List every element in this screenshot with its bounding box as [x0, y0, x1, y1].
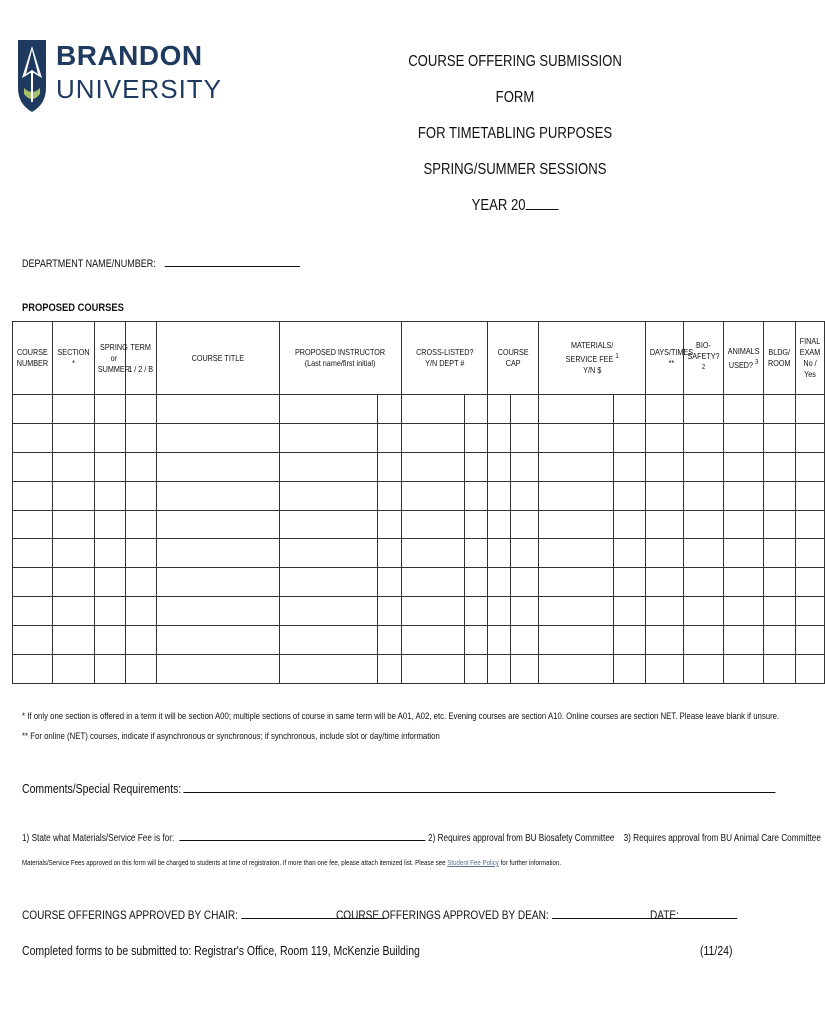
table-cell[interactable] [764, 481, 796, 510]
table-cell[interactable] [796, 655, 825, 684]
table-cell[interactable] [95, 452, 126, 481]
table-cell[interactable] [402, 481, 465, 510]
dean-approval-label: COURSE OFFERINGS APPROVED BY DEAN: [336, 908, 549, 922]
table-cell[interactable] [724, 655, 764, 684]
chair-approval-label: COURSE OFFERINGS APPROVED BY CHAIR: [22, 908, 239, 922]
table-cell[interactable] [614, 395, 646, 424]
table-cell[interactable] [465, 481, 488, 510]
title-line-4 [388, 188, 642, 224]
table-cell[interactable] [614, 452, 646, 481]
table-cell[interactable] [53, 395, 95, 424]
table-cell[interactable] [764, 568, 796, 597]
proposed-courses-table [12, 321, 825, 684]
table-cell[interactable] [488, 626, 511, 655]
year-label: YEAR 20 [471, 197, 526, 214]
header-proposed-instructor: PROPOSED INSTRUCTOR (Last name/first initial) [280, 322, 402, 395]
table-cell[interactable] [53, 568, 95, 597]
requirements-line [22, 830, 821, 844]
header-course-title: COURSE TITLE [157, 322, 280, 395]
table-row [13, 626, 825, 655]
table-cell[interactable] [646, 452, 684, 481]
table-cell[interactable] [402, 510, 465, 539]
table-row [13, 568, 825, 597]
table-cell[interactable] [488, 568, 511, 597]
table-cell[interactable] [614, 539, 646, 568]
table-cell[interactable] [796, 568, 825, 597]
table-cell[interactable] [280, 597, 378, 626]
table-cell[interactable] [511, 568, 539, 597]
table-cell[interactable] [53, 597, 95, 626]
table-cell[interactable] [539, 395, 614, 424]
date-field[interactable] [681, 908, 738, 919]
comments-line [22, 782, 775, 796]
table-cell[interactable] [488, 510, 511, 539]
comments-label: Comments/Special Requirements: [22, 782, 182, 796]
table-cell[interactable] [539, 626, 614, 655]
table-cell[interactable] [511, 597, 539, 626]
table-cell[interactable] [402, 452, 465, 481]
table-cell[interactable] [724, 423, 764, 452]
table-cell[interactable] [684, 423, 724, 452]
header-term: TERM 1 / 2 / B [126, 322, 157, 395]
table-cell[interactable] [53, 510, 95, 539]
table-row [13, 452, 825, 481]
table-cell[interactable] [402, 539, 465, 568]
table-cell[interactable] [13, 452, 53, 481]
table-cell[interactable] [539, 539, 614, 568]
table-cell[interactable] [13, 423, 53, 452]
table-row [13, 395, 825, 424]
table-cell[interactable] [157, 597, 280, 626]
department-blank-field[interactable] [165, 256, 300, 267]
title-line-3: SPRING/SUMMER SESSIONS [423, 161, 607, 178]
table-cell[interactable] [684, 395, 724, 424]
table-cell[interactable] [465, 539, 488, 568]
department-label: DEPARTMENT NAME/NUMBER: [22, 258, 156, 270]
table-cell[interactable] [465, 395, 488, 424]
table-cell[interactable] [378, 597, 402, 626]
table-cell[interactable] [157, 568, 280, 597]
table-cell[interactable] [53, 452, 95, 481]
table-cell[interactable] [646, 655, 684, 684]
table-row [13, 539, 825, 568]
table-cell[interactable] [684, 626, 724, 655]
table-cell[interactable] [539, 510, 614, 539]
table-cell[interactable] [465, 510, 488, 539]
table-cell[interactable] [378, 510, 402, 539]
submission-instructions: Completed forms to be submitted to: Registrar's Office, Room 119, McKenzie Building [22, 944, 420, 958]
table-cell[interactable] [724, 510, 764, 539]
table-cell[interactable] [402, 568, 465, 597]
table-cell[interactable] [488, 655, 511, 684]
table-cell[interactable] [796, 423, 825, 452]
table-cell[interactable] [280, 510, 378, 539]
header-biosafety: BIO- SAFETY? $^2$ [684, 322, 724, 395]
logo-wordmark [56, 42, 222, 102]
table-cell[interactable] [95, 568, 126, 597]
table-cell[interactable] [126, 423, 157, 452]
table-cell[interactable] [378, 481, 402, 510]
table-cell[interactable] [13, 481, 53, 510]
table-cell[interactable] [684, 655, 724, 684]
table-cell[interactable] [95, 655, 126, 684]
table-row [13, 597, 825, 626]
requirement-animal-care: 3) Requires approval from BU Animal Care Committee [623, 833, 821, 844]
table-cell[interactable] [126, 510, 157, 539]
table-cell[interactable] [402, 597, 465, 626]
table-cell[interactable] [724, 481, 764, 510]
table-cell[interactable] [511, 481, 539, 510]
footnote-online: ** For online (NET) courses, indicate if asynchronous or synchronous; if synchronous, include slot or day/time information [22, 731, 440, 742]
table-cell[interactable] [614, 597, 646, 626]
table-cell[interactable] [280, 655, 378, 684]
table-cell[interactable] [157, 655, 280, 684]
fees-note-text-end: for further information. [500, 858, 562, 867]
date-line [650, 908, 738, 922]
table-cell[interactable] [157, 395, 280, 424]
shield-crest-icon [18, 40, 46, 112]
table-cell[interactable] [126, 597, 157, 626]
table-cell[interactable] [764, 423, 796, 452]
table-cell[interactable] [488, 597, 511, 626]
table-cell[interactable] [796, 597, 825, 626]
table-cell[interactable] [378, 539, 402, 568]
title-line-2: FOR TIMETABLING PURPOSES [417, 125, 613, 142]
header-bldg-room: BLDG/ ROOM [764, 322, 796, 395]
table-cell[interactable] [511, 423, 539, 452]
table-cell[interactable] [796, 452, 825, 481]
table-row [13, 423, 825, 452]
footnotes [22, 707, 779, 747]
table-cell[interactable] [126, 655, 157, 684]
table-cell[interactable] [13, 568, 53, 597]
table-cell[interactable] [646, 539, 684, 568]
table-cell[interactable] [157, 626, 280, 655]
table-cell[interactable] [465, 452, 488, 481]
table-cell[interactable] [684, 539, 724, 568]
table-cell[interactable] [724, 626, 764, 655]
table-cell[interactable] [614, 568, 646, 597]
table-cell[interactable] [157, 510, 280, 539]
table-cell[interactable] [764, 539, 796, 568]
table-cell[interactable] [646, 395, 684, 424]
table-cell[interactable] [280, 452, 378, 481]
table-cell[interactable] [402, 423, 465, 452]
table-cell[interactable] [53, 626, 95, 655]
table-cell[interactable] [53, 655, 95, 684]
table-cell[interactable] [488, 452, 511, 481]
table-header-row [13, 322, 825, 395]
table-cell[interactable] [764, 510, 796, 539]
table-cell[interactable] [126, 539, 157, 568]
table-cell[interactable] [796, 539, 825, 568]
logo-line-brandon: BRANDON [56, 40, 203, 71]
table-cell[interactable] [157, 423, 280, 452]
header-animals-used: ANIMALS USED? $^3$ [724, 322, 764, 395]
table-cell[interactable] [157, 452, 280, 481]
table-cell[interactable] [539, 568, 614, 597]
table-cell[interactable] [402, 655, 465, 684]
table-cell[interactable] [126, 626, 157, 655]
footnote-section: * If only one section is offered in a term it will be section A00; multiple sections of course in same term will be A01, A02, etc. Evening courses are section A10. Online courses are section NET. Please leave blank if unsure. [22, 711, 780, 722]
table-row [13, 655, 825, 684]
table-cell[interactable] [53, 423, 95, 452]
table-cell[interactable] [511, 626, 539, 655]
table-cell[interactable] [95, 423, 126, 452]
table-cell[interactable] [13, 626, 53, 655]
table-cell[interactable] [724, 395, 764, 424]
table-cell[interactable] [511, 452, 539, 481]
table-cell[interactable] [53, 481, 95, 510]
table-cell[interactable] [280, 626, 378, 655]
table-cell[interactable] [646, 423, 684, 452]
table-cell[interactable] [646, 568, 684, 597]
table-cell[interactable] [724, 597, 764, 626]
chair-approval [22, 908, 384, 922]
materials-fee-blank-field[interactable] [180, 830, 426, 841]
proposed-courses-heading: PROPOSED COURSES [22, 302, 124, 314]
requirement-biosafety: 2) Requires approval from BU Biosafety Committee [428, 833, 615, 844]
table-cell[interactable] [402, 626, 465, 655]
table-cell[interactable] [13, 510, 53, 539]
table-cell[interactable] [614, 655, 646, 684]
table-cell[interactable] [684, 597, 724, 626]
header-final-exam: FINAL EXAM No / Yes [796, 322, 825, 395]
table-cell[interactable] [684, 568, 724, 597]
header-spring-summer: SPRING or SUMMER [95, 322, 126, 395]
table-cell[interactable] [13, 655, 53, 684]
table-cell[interactable] [95, 626, 126, 655]
table-row [13, 510, 825, 539]
table-cell[interactable] [378, 452, 402, 481]
table-cell[interactable] [378, 655, 402, 684]
header-materials-fee: MATERIALS/ SERVICE FEE $^1$ Y/N $ [539, 322, 646, 395]
table-cell[interactable] [95, 539, 126, 568]
table-cell[interactable] [378, 423, 402, 452]
table-cell[interactable] [280, 423, 378, 452]
table-cell[interactable] [95, 510, 126, 539]
table-cell[interactable] [126, 395, 157, 424]
table-cell[interactable] [157, 481, 280, 510]
header-cross-listed: CROSS-LISTED? Y/N DEPT # [402, 322, 488, 395]
header-days-times: DAYS/TIMES ** [646, 322, 684, 395]
table-cell[interactable] [796, 395, 825, 424]
table-cell[interactable] [280, 395, 378, 424]
date-label: DATE: [650, 908, 679, 922]
table-cell[interactable] [488, 395, 511, 424]
table-cell[interactable] [724, 568, 764, 597]
table-cell[interactable] [465, 568, 488, 597]
fees-note [22, 858, 561, 867]
table-cell[interactable] [764, 452, 796, 481]
table-cell[interactable] [465, 597, 488, 626]
table-cell[interactable] [53, 539, 95, 568]
table-cell[interactable] [378, 568, 402, 597]
table-cell[interactable] [796, 481, 825, 510]
table-cell[interactable] [684, 452, 724, 481]
table-cell[interactable] [280, 568, 378, 597]
table-cell[interactable] [126, 568, 157, 597]
table-cell[interactable] [511, 510, 539, 539]
title-line-1: COURSE OFFERING SUBMISSION FORM [408, 53, 622, 106]
table-cell[interactable] [95, 481, 126, 510]
table-cell[interactable] [465, 655, 488, 684]
table-cell[interactable] [539, 655, 614, 684]
table-cell[interactable] [796, 510, 825, 539]
year-blank-field[interactable] [526, 197, 559, 210]
header-course-cap: COURSE CAP [488, 322, 539, 395]
table-row [13, 481, 825, 510]
table-cell[interactable] [796, 626, 825, 655]
table-cell[interactable] [646, 626, 684, 655]
table-cell[interactable] [280, 481, 378, 510]
table-cell[interactable] [539, 481, 614, 510]
fees-note-text: Materials/Service Fees approved on this form will be charged to students at time of registration. If more than one fee, please attach itemized list. Please see [22, 858, 446, 867]
table-cell[interactable] [614, 423, 646, 452]
table-cell[interactable] [95, 395, 126, 424]
comments-blank-field[interactable] [183, 782, 775, 793]
table-cell[interactable] [539, 597, 614, 626]
table-cell[interactable] [13, 539, 53, 568]
header-course-number: COURSE NUMBER [13, 322, 53, 395]
table-cell[interactable] [95, 597, 126, 626]
table-cell[interactable] [511, 539, 539, 568]
table-cell[interactable] [539, 452, 614, 481]
dean-approval [336, 908, 686, 922]
table-cell[interactable] [488, 481, 511, 510]
student-fee-policy-link[interactable]: Student Fee Policy [447, 858, 499, 867]
table-cell[interactable] [13, 395, 53, 424]
logo-line-university: UNIVERSITY [56, 74, 223, 104]
table-cell[interactable] [764, 626, 796, 655]
table-cell[interactable] [465, 423, 488, 452]
requirement-materials-label: 1) State what Materials/Service Fee is for: [22, 833, 175, 844]
table-cell[interactable] [488, 539, 511, 568]
table-cell[interactable] [614, 626, 646, 655]
table-cell[interactable] [511, 655, 539, 684]
table-cell[interactable] [126, 452, 157, 481]
table-cell[interactable] [488, 423, 511, 452]
table-cell[interactable] [764, 597, 796, 626]
table-cell[interactable] [684, 510, 724, 539]
table-cell[interactable] [614, 510, 646, 539]
table-cell[interactable] [402, 395, 465, 424]
table-cell[interactable] [157, 539, 280, 568]
department-line [22, 256, 300, 270]
table-cell[interactable] [280, 539, 378, 568]
table-cell[interactable] [646, 481, 684, 510]
table-cell[interactable] [465, 626, 488, 655]
table-cell[interactable] [646, 597, 684, 626]
form-title [388, 44, 642, 224]
table-cell[interactable] [126, 481, 157, 510]
header-section: SECTION * [53, 322, 95, 395]
table-cell[interactable] [646, 510, 684, 539]
table-cell[interactable] [511, 395, 539, 424]
table-cell[interactable] [378, 626, 402, 655]
table-cell[interactable] [614, 481, 646, 510]
revision-date: (11/24) [700, 944, 733, 958]
table-cell[interactable] [724, 452, 764, 481]
table-cell[interactable] [764, 655, 796, 684]
table-cell[interactable] [684, 481, 724, 510]
table-cell[interactable] [764, 395, 796, 424]
table-cell[interactable] [13, 597, 53, 626]
table-cell[interactable] [378, 395, 402, 424]
table-cell[interactable] [724, 539, 764, 568]
table-cell[interactable] [539, 423, 614, 452]
